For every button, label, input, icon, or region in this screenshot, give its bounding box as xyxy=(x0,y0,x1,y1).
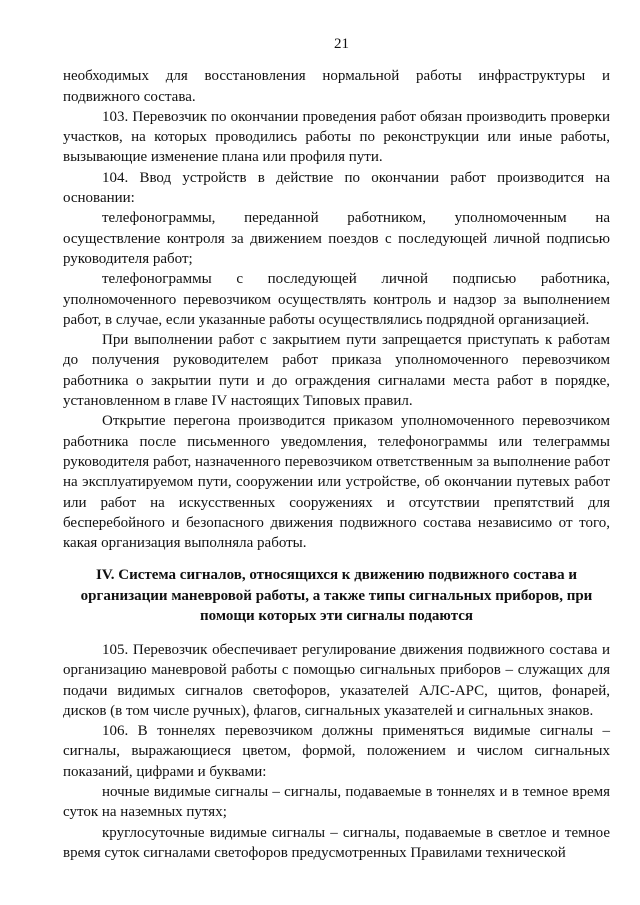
paragraph-106-item-1: ночные видимые сигналы – сигналы, подаваемые в тоннелях и в темное время суток на наземных путях; xyxy=(63,784,610,821)
paragraph-104: 104. Ввод устройств в действие по окончании работ производится на основании: xyxy=(63,169,610,207)
section-heading: IV. Система сигналов, относящихся к движению подвижного состава и организации маневровой работы, а также типы сигнальных приборов, при помощи которых эти сигналы подаются xyxy=(80,567,593,625)
paragraph-continuation: необходимых для восстановления нормальной работы инфраструктуры и подвижного состава. xyxy=(63,68,610,105)
paragraph-104-item-2: телефонограммы с последующей личной подписью работника, уполномоченного перевозчиком осуществлять контроль и надзор за выполнением работ, в случае, если указанные работы осуществлялись подрядной организацией. xyxy=(63,271,610,328)
page-number: 21 xyxy=(334,36,349,52)
paragraph-103: 103. Перевозчик по окончании проведения работ обязан производить проверки участков, на которых проводились работы по реконструкции или иные работы, вызывающие изменение плана или профиля пути. xyxy=(63,108,610,166)
paragraph-105: 105. Перевозчик обеспечивает регулирование движения подвижного состава и организацию маневровой работы с помощью сигнальных приборов – служащих для подачи видимых сигналов светофоров, указателей АЛС-АРС, щитов, фонарей, дисков (в том числе ручных), флагов, сигнальных указателей и сигнальных знаков. xyxy=(63,641,610,719)
paragraph-106: 106. В тоннелях перевозчиком должны применяться видимые сигналы – сигналы, выражающиеся цветом, формой, положением и числом сигнальных показаний, цифрами и буквами: xyxy=(63,723,610,780)
paragraph-106-item-2: круглосуточные видимые сигналы – сигналы, подаваемые в светлое и темное время суток сигналами светофоров предусмотренных Правилами технической xyxy=(63,824,610,861)
paragraph-104-item-1: телефонограммы, переданной работником, уполномоченным на осуществление контроля за движением поездов с последующей личной подписью руководителя работ; xyxy=(63,210,610,267)
paragraph-haul-opening: Открытие перегона производится приказом уполномоченного перевозчиком работника после письменного уведомления, телефонограммы или телеграммы руководителя работ, назначенного перевозчиком ответственным за выполнение работ на эксплуатируемом пути, сооружении или устройстве, об окончании путевых работ или работ на искусственных сооружениях и отсутствии препятствий для бесперебойного и безопасного движения подвижного состава независимо от того, какая организация выполняла работы. xyxy=(63,413,610,552)
paragraph-track-closure: При выполнении работ с закрытием пути запрещается приступать к работам до получения руководителем работ приказа уполномоченного перевозчиком работника о закрытии пути и до ограждения сигналами места работ в порядке, установленном в главе IV настоящих Типовых правил. xyxy=(63,332,610,410)
